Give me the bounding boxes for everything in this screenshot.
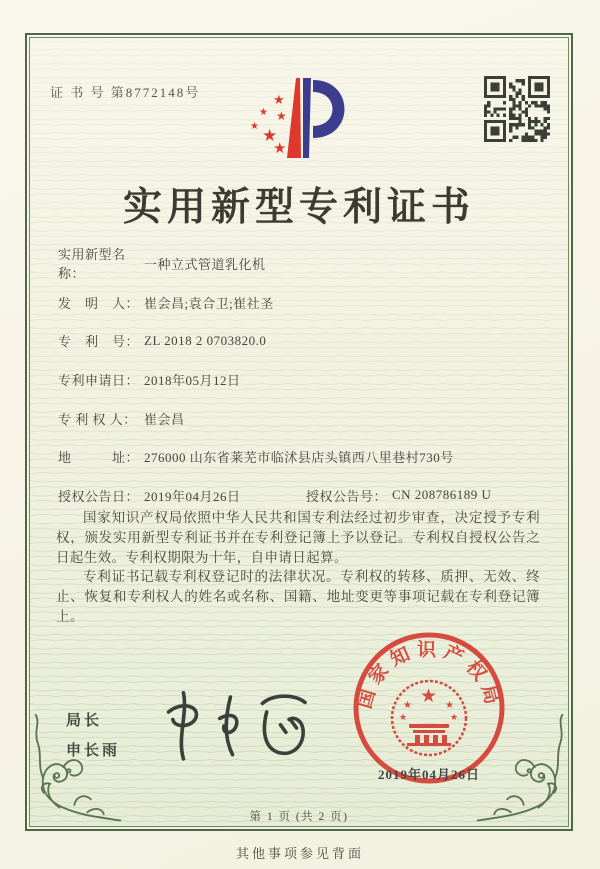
star-icon: ★ <box>273 93 285 108</box>
field-label: 发 明 人： <box>58 295 140 311</box>
field-row-address <box>58 437 544 476</box>
field-value: 2019年04月26日 <box>144 488 241 504</box>
back-note: 其他事项参见背面 <box>235 846 364 861</box>
field-value: ZL 2018 2 0703820.0 <box>144 332 267 348</box>
star-icon: ★ <box>262 126 278 146</box>
field-value: 崔会昌;袁合卫;崔社圣 <box>144 295 274 311</box>
field-row-filing-date <box>58 360 544 399</box>
svg-text:★: ★ <box>420 685 438 707</box>
field-list <box>58 244 544 515</box>
page-number: 第 1 页 (共 2 页) <box>249 811 349 823</box>
field-label: 授权公告号： <box>306 488 388 504</box>
star-icon: ★ <box>250 121 259 132</box>
legal-paragraph: 专利证书记载专利权登记时的法律状况。专利权的转移、质押、无效、终止、恢复和专利权人的姓名或名称、国籍、地址变更等事项记载在专利登记簿上。 <box>56 569 540 624</box>
svg-text:★: ★ <box>403 700 412 711</box>
legal-paragraph: 国家知识产权局依照中华人民共和国专利法经过初步审查，决定授予专利权，颁发实用新型专利证书并在专利登记簿上予以登记。专利权自授权公告之日起生效。专利权期限为十年，自申请日起算。 <box>56 510 540 565</box>
star-icon: ★ <box>259 107 268 118</box>
field-row-patent-no <box>58 321 544 360</box>
field-label: 专 利 号： <box>58 334 140 350</box>
star-icon: ★ <box>276 109 287 123</box>
certificate-inner <box>29 37 569 827</box>
field-value: 一种立式管道乳化机 <box>144 256 266 272</box>
svg-text:★: ★ <box>445 700 454 711</box>
field-label: 专利申请日： <box>58 372 140 388</box>
svg-text:★: ★ <box>399 713 408 723</box>
legal-text <box>56 508 540 627</box>
svg-text:★: ★ <box>450 713 459 723</box>
seal-org-text: 国家知识产权局 <box>354 639 504 713</box>
qr-code <box>482 76 552 142</box>
field-label: 实用新型名称： <box>58 247 126 282</box>
signature-handwritten <box>160 678 320 778</box>
signer-name: 申长雨 <box>66 742 121 759</box>
field-value: 崔会昌 <box>144 411 185 427</box>
field-value: 2018年05月12日 <box>144 372 241 388</box>
field-row-inventors <box>58 283 544 322</box>
certificate-border <box>25 33 573 831</box>
field-row-name <box>58 244 544 283</box>
field-label: 授权公告日： <box>58 488 140 504</box>
field-value: 276000 山东省莱芜市临沭县店头镇西八里巷村730号 <box>144 450 454 466</box>
cnipa-logo-icon <box>229 70 369 182</box>
official-seal-icon <box>351 630 507 786</box>
national-emblem-icon <box>392 681 466 755</box>
signer-title: 局长 <box>66 712 103 729</box>
field-row-patentee <box>58 399 544 438</box>
certificate-title: 实用新型专利证书 <box>122 186 475 229</box>
field-label: 专 利 权 人： <box>58 411 137 427</box>
field-label: 地 址： <box>58 450 140 466</box>
signer-block <box>66 706 120 766</box>
certificate-number: 证 书 号 第8772148号 <box>50 85 201 100</box>
star-icon: ★ <box>273 139 287 157</box>
seal-date: 2019年04月26日 <box>377 767 480 782</box>
field-value: CN 208786189 U <box>392 487 492 503</box>
